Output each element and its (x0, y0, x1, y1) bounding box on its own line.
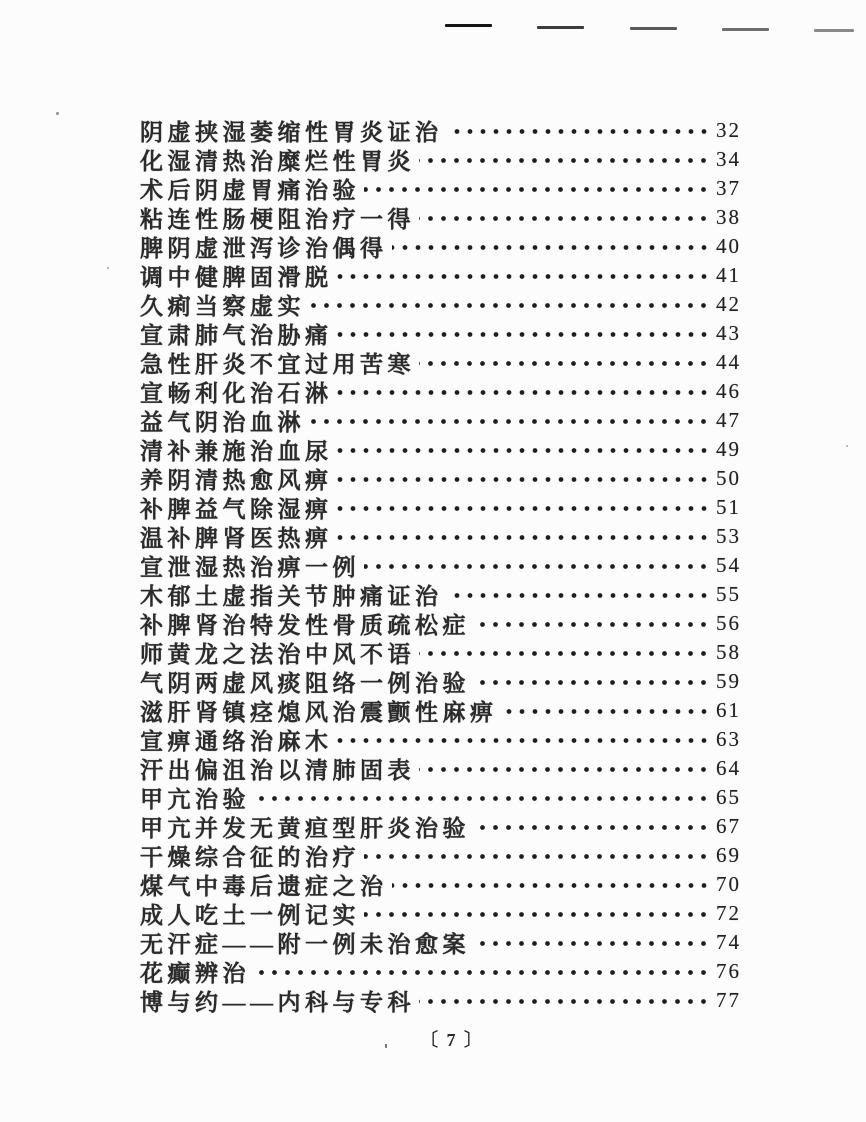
toc-entry-page: 43 (716, 321, 741, 345)
toc-list (140, 116, 741, 1015)
dot-leader (254, 783, 710, 812)
toc-entry-title: 成人吃土一例记实 (140, 903, 360, 928)
toc-entry-title: 宣泄湿热治痹一例 (140, 555, 360, 580)
toc-entry-title: 益气阴治血淋 (140, 410, 305, 435)
toc-entry (140, 174, 741, 203)
dot-leader (419, 754, 710, 783)
toc-entry-title: 补脾益气除湿痹 (140, 497, 333, 522)
toc-entry (140, 725, 741, 754)
toc-entry-page: 64 (716, 756, 741, 780)
toc-entry (140, 232, 741, 261)
dot-leader (364, 841, 710, 870)
toc-entry-page: 41 (716, 263, 741, 287)
toc-entry-page: 34 (716, 147, 741, 171)
dot-leader (337, 319, 711, 348)
toc-entry (140, 783, 741, 812)
page-number: 〔 7 〕 (420, 1030, 484, 1050)
toc-entry-title: 无汗症——附一例未治愈案 (140, 932, 470, 957)
toc-entry-page: 50 (716, 466, 741, 490)
toc-entry (140, 580, 741, 609)
dot-leader (392, 870, 711, 899)
toc-entry (140, 957, 741, 986)
toc-entry-title: 花癫辨治 (140, 961, 250, 986)
toc-entry (140, 928, 741, 957)
toc-entry (140, 464, 741, 493)
toc-entry-title: 脾阴虚泄泻诊治偶得 (140, 236, 388, 261)
toc-entry-title: 汗出偏沮治以清肺固表 (140, 758, 415, 783)
scan-speck (846, 445, 848, 447)
toc-entry (140, 986, 741, 1015)
toc-entry (140, 319, 741, 348)
dot-leader (392, 232, 711, 261)
toc-entry-title: 滋肝肾镇痉熄风治震颤性麻痹 (140, 700, 498, 725)
dot-leader (419, 986, 710, 1015)
toc-entry (140, 696, 741, 725)
toc-entry (140, 348, 741, 377)
toc-entry (140, 638, 741, 667)
dot-leader (337, 493, 711, 522)
toc-entry-page: 47 (716, 408, 741, 432)
scan-dash (630, 27, 677, 30)
toc-entry (140, 116, 741, 145)
toc-entry-title: 气阴两虚风痰阻络一例治验 (140, 671, 470, 696)
toc-entry-page: 59 (716, 669, 741, 693)
dot-leader (337, 435, 711, 464)
toc-entry (140, 812, 741, 841)
toc-entry-page: 74 (716, 930, 741, 954)
dot-leader (474, 928, 710, 957)
toc-entry-page: 42 (716, 292, 741, 316)
toc-entry-title: 甲亢治验 (140, 787, 250, 812)
toc-entry (140, 899, 741, 928)
toc-entry-title: 阴虚挟湿萎缩性胃炎证治 (140, 120, 443, 145)
toc-entry-title: 粘连性肠梗阻治疗一得 (140, 207, 415, 232)
toc-entry-page: 77 (716, 988, 741, 1012)
toc-entry (140, 145, 741, 174)
toc-entry-title: 宣肃肺气治胁痛 (140, 323, 333, 348)
toc-entry (140, 551, 741, 580)
toc-entry-page: 51 (716, 495, 741, 519)
scan-dash (537, 26, 584, 29)
dot-leader (419, 203, 710, 232)
toc-entry-page: 32 (716, 118, 741, 142)
dot-leader (309, 290, 710, 319)
dot-leader (474, 609, 710, 638)
toc-entry-title: 宣痹通络治麻木 (140, 729, 333, 754)
toc-entry (140, 493, 741, 522)
toc-entry (140, 203, 741, 232)
dot-leader (337, 261, 711, 290)
toc-entry (140, 754, 741, 783)
toc-entry-page: 76 (716, 959, 741, 983)
toc-entry-page: 49 (716, 437, 741, 461)
toc-entry (140, 377, 741, 406)
dot-leader (474, 667, 710, 696)
dot-leader (309, 406, 710, 435)
toc-entry-title: 调中健脾固滑脱 (140, 265, 333, 290)
toc-entry (140, 841, 741, 870)
scan-speck (107, 267, 109, 269)
toc-entry-title: 清补兼施治血尿 (140, 439, 333, 464)
toc-entry (140, 290, 741, 319)
dot-leader (419, 145, 710, 174)
toc-entry-page: 69 (716, 843, 741, 867)
dot-leader (254, 957, 710, 986)
toc-entry-page: 37 (716, 176, 741, 200)
toc-entry-title: 补脾肾治特发性骨质疏松症 (140, 613, 470, 638)
toc-entry-title: 干燥综合征的治疗 (140, 845, 360, 870)
toc-entry (140, 870, 741, 899)
toc-entry-page: 58 (716, 640, 741, 664)
dot-leader (474, 812, 710, 841)
toc-entry-title: 养阴清热愈风痹 (140, 468, 333, 493)
dot-leader (419, 348, 710, 377)
scan-dash (814, 29, 854, 32)
toc-entry-title: 师黄龙之法治中风不语 (140, 642, 415, 667)
toc-entry-page: 70 (716, 872, 741, 896)
toc-entry (140, 522, 741, 551)
scan-speck (56, 112, 59, 115)
toc-entry (140, 435, 741, 464)
dot-leader (364, 551, 710, 580)
toc-entry-page: 63 (716, 727, 741, 751)
toc-entry-page: 56 (716, 611, 741, 635)
toc-entry (140, 406, 741, 435)
toc-entry-title: 博与约——内科与专科 (140, 990, 415, 1015)
toc-entry-title: 木郁土虚指关节肿痛证治 (140, 584, 443, 609)
toc-entry-page: 44 (716, 350, 741, 374)
dot-leader (447, 580, 711, 609)
toc-entry-title: 煤气中毒后遗症之治 (140, 874, 388, 899)
dot-leader (364, 899, 710, 928)
dot-leader (447, 116, 711, 145)
scan-dash (722, 28, 769, 31)
toc-entry-page: 67 (716, 814, 741, 838)
toc-entry-page: 54 (716, 553, 741, 577)
toc-entry-title: 宣畅利化治石淋 (140, 381, 333, 406)
dot-leader (364, 174, 710, 203)
toc-entry-title: 化湿清热治糜烂性胃炎 (140, 149, 415, 174)
toc-entry-page: 61 (716, 698, 741, 722)
toc-entry-title: 急性肝炎不宜过用苦寒 (140, 352, 415, 377)
dot-leader (337, 522, 711, 551)
scan-speck (385, 1044, 387, 1048)
toc-entry-page: 55 (716, 582, 741, 606)
toc-entry (140, 261, 741, 290)
toc-entry-title: 甲亢并发无黄疸型肝炎治验 (140, 816, 470, 841)
toc-entry-page: 53 (716, 524, 741, 548)
dot-leader (337, 725, 711, 754)
scan-dash (445, 24, 492, 27)
toc-entry (140, 667, 741, 696)
toc-entry-page: 40 (716, 234, 741, 258)
toc-entry-page: 65 (716, 785, 741, 809)
dot-leader (419, 638, 710, 667)
toc-entry (140, 609, 741, 638)
toc-entry-page: 38 (716, 205, 741, 229)
toc-entry-page: 46 (716, 379, 741, 403)
dot-leader (502, 696, 711, 725)
toc-entry-title: 久痢当察虚实 (140, 294, 305, 319)
toc-entry-page: 72 (716, 901, 741, 925)
toc-entry-title: 术后阴虚胃痛治验 (140, 178, 360, 203)
dot-leader (337, 377, 711, 406)
toc-entry-title: 温补脾肾医热痹 (140, 526, 333, 551)
dot-leader (337, 464, 711, 493)
